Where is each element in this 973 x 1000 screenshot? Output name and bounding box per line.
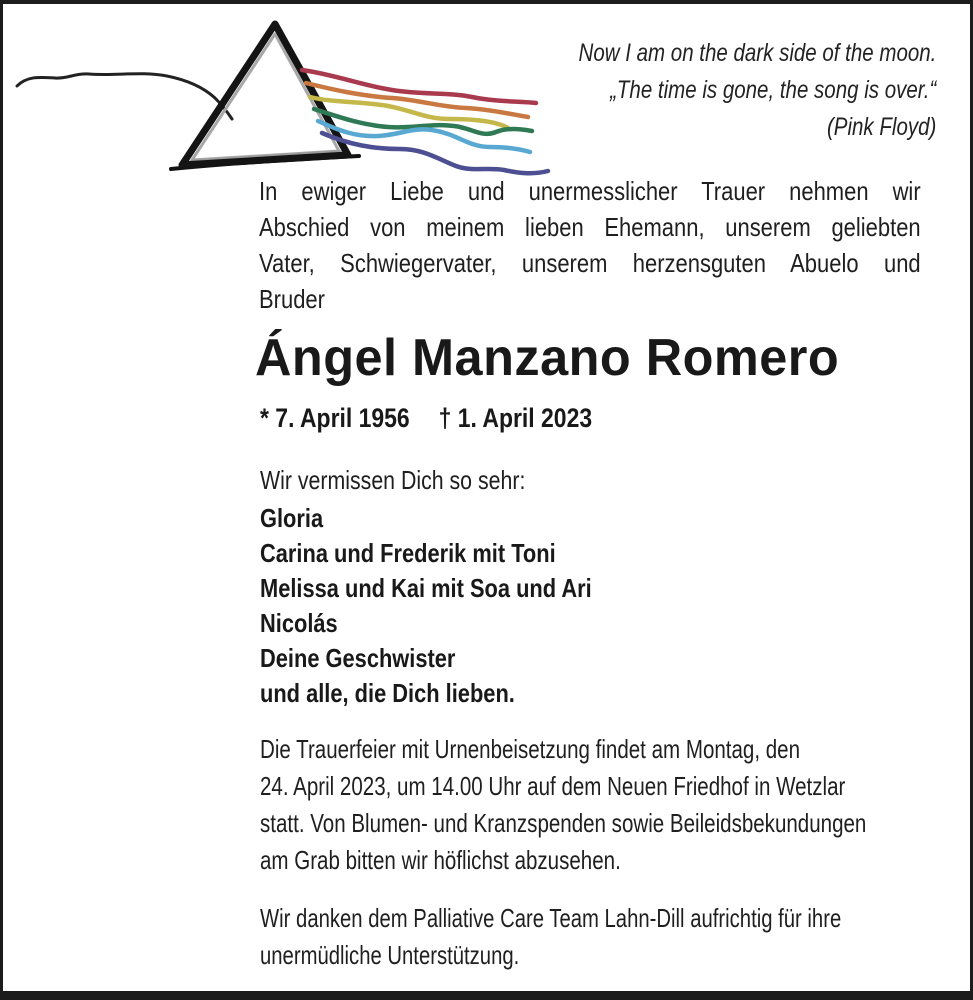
prism-rainbow-illustration <box>11 14 559 182</box>
intro-line: In ewiger Liebe und unermesslicher Trauer nehmen wir <box>259 176 921 206</box>
prism-triangle-icon <box>182 24 348 165</box>
quote-attribution: (Pink Floyd) <box>826 113 936 141</box>
quote-line-2: „The time is gone, the song is over.“ <box>609 76 936 104</box>
intro-line: Vater, Schwiegervater, unserem herzensguten Abuelo und <box>259 248 921 278</box>
funeral-line: Die Trauerfeier mit Urnenbeisetzung findet am Montag, den <box>260 734 801 764</box>
rainbow-beam-indigo-icon <box>322 133 548 173</box>
deceased-name: Ángel Manzano Romero <box>255 329 840 387</box>
funeral-paragraph <box>260 731 866 879</box>
funeral-line: 24. April 2023, um 14.00 Uhr auf dem Neuen Friedhof in Wetzlar <box>260 771 846 801</box>
quote-block <box>578 35 936 146</box>
funeral-line: am Grab bitten wir höflichst abzusehen. <box>260 845 621 875</box>
mourner-name: Nicolás <box>260 608 338 638</box>
mourner-name: Gloria <box>260 503 324 533</box>
rainbow-beam-red-icon <box>302 70 536 103</box>
quote-line-1: Now I am on the dark side of the moon. <box>578 39 936 67</box>
mourner-name: Deine Geschwister <box>260 643 456 673</box>
mourner-name: und alle, die Dich lieben. <box>260 678 515 708</box>
mourners-list <box>260 501 592 711</box>
life-dates <box>260 403 592 434</box>
thanks-line: unermüdliche Unterstützung. <box>260 940 520 970</box>
thanks-paragraph <box>260 900 841 974</box>
birth-date: * 7. April 1956 <box>260 403 410 433</box>
intro-line: Bruder <box>259 284 325 314</box>
death-date: † 1. April 2023 <box>438 403 593 433</box>
mourner-name: Carina und Frederik mit Toni <box>260 538 556 568</box>
mourner-name: Melissa und Kai mit Soa und Ari <box>260 573 592 603</box>
intro-paragraph <box>259 173 921 317</box>
funeral-line: statt. Von Blumen- und Kranzspenden sowie Beileidsbekundungen <box>260 808 867 838</box>
incoming-light-ray-icon <box>17 74 232 119</box>
intro-line: Abschied von meinem lieben Ehemann, unserem geliebten <box>259 212 921 242</box>
mourners-intro: Wir vermissen Dich so sehr: <box>260 465 526 495</box>
thanks-line: Wir danken dem Palliative Care Team Lahn-Dill aufrichtig für ihre <box>260 903 842 933</box>
